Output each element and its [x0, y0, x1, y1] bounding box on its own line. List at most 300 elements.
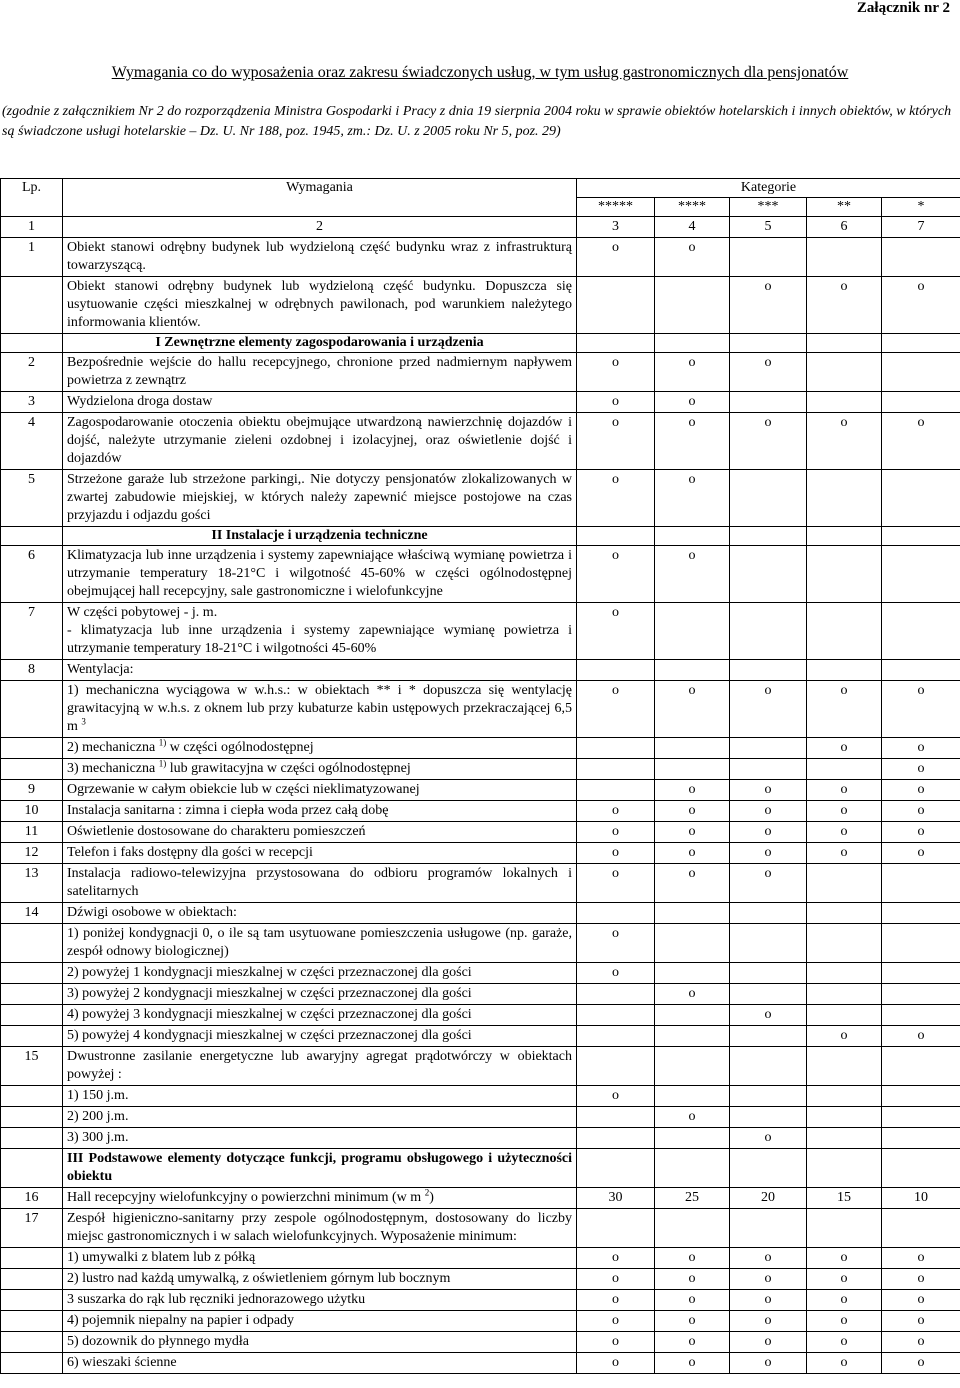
requirement-text: Klimatyzacja lub inne urządzenia i systemy zapewniające właściwą wymianę powietrza i utrzymanie temperatury 18-21°C i wilgotność 45-60% w części ogólnodostępnej obejmującej hall recepcyjny, sale gastronomiczne i wielofunkcyjne [63, 546, 577, 603]
category-mark [730, 527, 807, 546]
category-mark: o [730, 864, 807, 903]
table-row [1, 822, 960, 843]
row-number: 7 [1, 603, 63, 660]
requirement-text: Dwustronne zasilanie energetyczne lub awaryjny agregat prądotwórczy w obiektach powyżej : [63, 1047, 577, 1086]
category-mark [807, 984, 882, 1005]
row-number [1, 738, 63, 759]
category-mark: o [807, 843, 882, 864]
category-mark: o [577, 924, 655, 963]
category-mark: o [655, 1311, 730, 1332]
category-mark [882, 903, 960, 924]
requirement-text: Obiekt stanowi odrębny budynek lub wydzieloną część budynku. Dopuszcza się usytuowanie części mieszkalnej w odrębnych pawilonach, pod warunkiem należytego informowania klientów. [63, 277, 577, 334]
row-number: 11 [1, 822, 63, 843]
requirement-text: Zespół higieniczno-sanitarny przy zespole ogólnodostępnym, dostosowany do liczby miejsc gastronomicznych i w salach wielofunkcyjnych. Wyposażenie minimum: [63, 1209, 577, 1248]
category-mark [882, 603, 960, 660]
category-mark: o [577, 413, 655, 470]
row-number: 6 [1, 546, 63, 603]
category-mark [730, 984, 807, 1005]
requirement-text: 4) powyżej 3 kondygnacji mieszkalnej w części przeznaczonej dla gości [63, 1005, 577, 1026]
category-mark: o [655, 864, 730, 903]
table-row [1, 546, 960, 603]
category-mark [807, 238, 882, 277]
row-number [1, 277, 63, 334]
requirement-text: 5) powyżej 4 kondygnacji mieszkalnej w części przeznaczonej dla gości [63, 1026, 577, 1047]
category-mark [577, 1209, 655, 1248]
table-row [1, 603, 960, 660]
category-mark: 15 [807, 1188, 882, 1209]
category-mark [882, 1047, 960, 1086]
category-mark: o [655, 1290, 730, 1311]
requirements-table [0, 178, 960, 1374]
column-number-4: 4 [655, 217, 730, 238]
requirement-text: Wentylacja: [63, 660, 577, 681]
stars-cell-1: ***** [577, 198, 655, 217]
table-row [1, 1269, 960, 1290]
table-row [1, 1047, 960, 1086]
category-mark [807, 660, 882, 681]
requirement-text: 1) 150 j.m. [63, 1086, 577, 1107]
category-mark: o [655, 843, 730, 864]
row-number: 1 [1, 238, 63, 277]
row-number: 13 [1, 864, 63, 903]
requirement-text: Ogrzewanie w całym obiekcie lub w części nieklimatyzowanej [63, 780, 577, 801]
category-mark: o [577, 864, 655, 903]
category-mark [730, 1086, 807, 1107]
row-number: 12 [1, 843, 63, 864]
category-mark: o [655, 1107, 730, 1128]
category-mark [730, 903, 807, 924]
category-mark [655, 1149, 730, 1188]
category-mark: o [882, 780, 960, 801]
requirement-text: 1) mechaniczna wyciągowa w w.h.s.: w obiektach ** i * dopuszcza się wentylację grawitacyjną w w.h.s. z oknem lub przy kubaturze kabin ustępowych przekraczającej 6,5 m $^3$ [63, 681, 577, 738]
table-row [1, 963, 960, 984]
category-mark [577, 903, 655, 924]
category-mark [807, 1047, 882, 1086]
row-number [1, 759, 63, 780]
category-mark [577, 527, 655, 546]
row-number: 2 [1, 353, 63, 392]
category-mark [577, 1047, 655, 1086]
category-mark: o [577, 963, 655, 984]
category-mark [577, 738, 655, 759]
row-number [1, 924, 63, 963]
requirement-text: 3) powyżej 2 kondygnacji mieszkalnej w części przeznaczonej dla gości [63, 984, 577, 1005]
category-mark: o [655, 1248, 730, 1269]
stars-cell-2: **** [655, 198, 730, 217]
category-mark [577, 759, 655, 780]
category-mark [807, 963, 882, 984]
row-number [1, 1149, 63, 1188]
category-mark [882, 660, 960, 681]
table-row [1, 238, 960, 277]
requirement-text: 1) poniżej kondygnacji 0, o ile są tam usytuowane pomieszczenia usługowe (np. garaże, zespół odnowy biologicznej) [63, 924, 577, 963]
category-mark: o [577, 392, 655, 413]
requirement-text: 6) wieszaki ścienne [63, 1353, 577, 1374]
row-number: 14 [1, 903, 63, 924]
category-mark: o [577, 1248, 655, 1269]
requirement-text: 4) pojemnik niepalny na papier i odpady [63, 1311, 577, 1332]
requirements-header: Wymagania [63, 179, 577, 217]
category-mark [577, 984, 655, 1005]
section-row [1, 1149, 960, 1188]
table-row [1, 681, 960, 738]
row-number [1, 1248, 63, 1269]
category-mark [807, 1005, 882, 1026]
category-mark [655, 1209, 730, 1248]
table-row [1, 1290, 960, 1311]
requirement-text: Obiekt stanowi odrębny budynek lub wydzieloną część budynku wraz z infrastrukturą towarzyszącą. [63, 238, 577, 277]
row-number: 10 [1, 801, 63, 822]
category-mark [577, 780, 655, 801]
category-mark [577, 277, 655, 334]
category-mark: o [577, 1086, 655, 1107]
row-number [1, 1086, 63, 1107]
category-mark: o [577, 546, 655, 603]
requirement-text: Instalacja sanitarna : zimna i ciepła woda przez całą dobę [63, 801, 577, 822]
category-mark: o [882, 759, 960, 780]
annex-label: Załącznik nr 2 [856, 0, 950, 16]
category-mark: o [577, 681, 655, 738]
category-mark [807, 470, 882, 527]
requirement-text: Dźwigi osobowe w obiektach: [63, 903, 577, 924]
table-row [1, 1188, 960, 1209]
category-mark [882, 353, 960, 392]
category-mark: o [655, 392, 730, 413]
category-mark: o [807, 1353, 882, 1374]
table-row [1, 1353, 960, 1374]
category-mark: o [882, 413, 960, 470]
category-mark [807, 1086, 882, 1107]
row-number: 17 [1, 1209, 63, 1248]
column-number-2: 2 [63, 217, 577, 238]
table-row [1, 801, 960, 822]
category-mark: o [577, 1332, 655, 1353]
category-mark: o [730, 822, 807, 843]
category-mark: 25 [655, 1188, 730, 1209]
category-mark [655, 963, 730, 984]
row-number [1, 1128, 63, 1149]
column-numbers-row [1, 217, 960, 238]
category-mark: o [882, 738, 960, 759]
category-mark: o [882, 1290, 960, 1311]
section-heading: II Instalacje i urządzenia techniczne [63, 527, 577, 546]
requirement-text: 3) mechaniczna $^{1)}$ lub grawitacyjna w części ogólnodostępnej [63, 759, 577, 780]
category-mark [882, 334, 960, 353]
category-mark: o [882, 1269, 960, 1290]
category-mark: o [655, 1332, 730, 1353]
section-heading: III Podstawowe elementy dotyczące funkcji, programu obsługowego i użyteczności obiektu [63, 1149, 577, 1188]
category-mark: o [730, 1005, 807, 1026]
table-row [1, 780, 960, 801]
category-mark: o [882, 1311, 960, 1332]
category-mark: o [577, 353, 655, 392]
category-mark [882, 963, 960, 984]
category-mark: 30 [577, 1188, 655, 1209]
requirement-text: Wydzielona droga dostaw [63, 392, 577, 413]
category-mark: o [730, 1353, 807, 1374]
category-mark: o [807, 1311, 882, 1332]
requirement-text: 3 suszarka do rąk lub ręczniki jednorazowego użytku [63, 1290, 577, 1311]
column-number-1: 1 [1, 217, 63, 238]
table-row [1, 1248, 960, 1269]
category-mark: o [655, 238, 730, 277]
category-mark: 10 [882, 1188, 960, 1209]
row-number: 8 [1, 660, 63, 681]
category-mark [655, 1086, 730, 1107]
category-mark: o [730, 413, 807, 470]
category-mark [882, 1149, 960, 1188]
category-mark: o [655, 470, 730, 527]
category-mark: o [655, 546, 730, 603]
table-row [1, 984, 960, 1005]
category-mark [577, 1005, 655, 1026]
table-row [1, 413, 960, 470]
category-mark [655, 1047, 730, 1086]
category-mark: o [807, 1290, 882, 1311]
requirement-text: Hall recepcyjny wielofunkcyjny o powierzchni minimum (w m $^2$) [63, 1188, 577, 1209]
category-mark [730, 660, 807, 681]
requirement-text: 3) 300 j.m. [63, 1128, 577, 1149]
category-mark: o [577, 1269, 655, 1290]
requirement-text: Oświetlenie dostosowane do charakteru pomieszczeń [63, 822, 577, 843]
category-mark [730, 238, 807, 277]
stars-cell-4: ** [807, 198, 882, 217]
category-mark: o [655, 984, 730, 1005]
category-mark [882, 1005, 960, 1026]
category-mark [655, 527, 730, 546]
table-row [1, 759, 960, 780]
row-number [1, 1311, 63, 1332]
category-mark: o [807, 780, 882, 801]
table-row [1, 1086, 960, 1107]
category-mark [730, 1047, 807, 1086]
category-mark [882, 238, 960, 277]
category-mark: o [807, 1332, 882, 1353]
category-mark: o [577, 603, 655, 660]
category-mark: o [655, 413, 730, 470]
category-mark [807, 334, 882, 353]
category-mark: o [730, 1128, 807, 1149]
category-mark [807, 392, 882, 413]
category-mark [807, 603, 882, 660]
category-mark [730, 963, 807, 984]
category-mark: o [655, 353, 730, 392]
category-mark [577, 334, 655, 353]
category-mark [882, 392, 960, 413]
category-mark: o [577, 238, 655, 277]
section-heading: I Zewnętrzne elementy zagospodarowania i urządzenia [63, 334, 577, 353]
category-mark [730, 738, 807, 759]
category-mark: o [730, 780, 807, 801]
row-number [1, 963, 63, 984]
row-number [1, 1290, 63, 1311]
category-mark: o [807, 1248, 882, 1269]
requirement-text: Telefon i faks dostępny dla gości w recepcji [63, 843, 577, 864]
category-mark [655, 903, 730, 924]
category-mark [577, 1026, 655, 1047]
category-mark [807, 1209, 882, 1248]
category-mark: o [807, 1269, 882, 1290]
row-number [1, 1026, 63, 1047]
category-mark [730, 1107, 807, 1128]
categories-header: Kategorie [577, 179, 960, 198]
table-row [1, 353, 960, 392]
category-mark [807, 924, 882, 963]
category-mark [655, 1005, 730, 1026]
row-number: 15 [1, 1047, 63, 1086]
category-mark [730, 392, 807, 413]
row-number: 16 [1, 1188, 63, 1209]
category-mark: o [807, 801, 882, 822]
category-mark [807, 1128, 882, 1149]
category-mark: o [730, 1311, 807, 1332]
column-number-7: 7 [882, 217, 960, 238]
category-mark: o [882, 1248, 960, 1269]
section-row [1, 527, 960, 546]
category-mark [730, 603, 807, 660]
row-number: 5 [1, 470, 63, 527]
column-number-5: 5 [730, 217, 807, 238]
category-mark: o [655, 1353, 730, 1374]
category-mark: o [655, 681, 730, 738]
table-row [1, 1026, 960, 1047]
category-mark [730, 1149, 807, 1188]
row-number: 3 [1, 392, 63, 413]
lp-header: Lp. [1, 179, 63, 217]
category-mark: o [730, 1332, 807, 1353]
row-number [1, 1353, 63, 1374]
table-row [1, 277, 960, 334]
category-mark [730, 546, 807, 603]
legal-basis-note: (zgodnie z załącznikiem Nr 2 do rozporządzenia Ministra Gospodarki i Pracy z dnia 19 sierpnia 2004 roku w sprawie obiektów hotelarskich i innych obiektów, w których są świadczone usługi hotelarskie – Dz. U. Nr 188, poz. 1945, zm.: Dz. U. z 2005 roku Nr 5, poz. 29) [2, 104, 952, 139]
table-row [1, 1107, 960, 1128]
category-mark [655, 738, 730, 759]
category-mark [655, 660, 730, 681]
category-mark: o [807, 822, 882, 843]
table-row [1, 924, 960, 963]
category-mark [807, 546, 882, 603]
category-mark [730, 924, 807, 963]
category-mark: o [882, 1332, 960, 1353]
category-mark [807, 1107, 882, 1128]
category-mark: o [577, 801, 655, 822]
category-mark: o [807, 738, 882, 759]
category-mark [655, 334, 730, 353]
category-mark: o [655, 780, 730, 801]
section-row [1, 334, 960, 353]
requirement-text: 1) umywalki z blatem lub z półką [63, 1248, 577, 1269]
requirement-text: Bezpośrednie wejście do hallu recepcyjnego, chronione przed nadmiernym napływem powietrza z zewnątrz [63, 353, 577, 392]
category-mark [882, 1086, 960, 1107]
category-mark: o [577, 470, 655, 527]
table-row [1, 738, 960, 759]
category-mark [730, 759, 807, 780]
row-number: 9 [1, 780, 63, 801]
category-mark: o [577, 822, 655, 843]
category-mark [882, 1209, 960, 1248]
category-mark [807, 1149, 882, 1188]
header-row [1, 179, 960, 198]
category-mark: o [807, 681, 882, 738]
category-mark [655, 1026, 730, 1047]
category-mark: 20 [730, 1188, 807, 1209]
requirement-text: 2) mechaniczna $^{1)}$ w części ogólnodostępnej [63, 738, 577, 759]
requirement-text: 5) dozownik do płynnego mydła [63, 1332, 577, 1353]
category-mark: o [730, 681, 807, 738]
category-mark: o [577, 1353, 655, 1374]
category-mark [655, 759, 730, 780]
category-mark: o [730, 1248, 807, 1269]
category-mark: o [577, 1311, 655, 1332]
category-mark: o [882, 1026, 960, 1047]
requirement-text: 2) 200 j.m. [63, 1107, 577, 1128]
requirement-text: Strzeżone garaże lub strzeżone parkingi,. Nie dotyczy pensjonatów zlokalizowanych w zwartej zabudowie miejskiej, w których należy zapewnić miejsce postojowe na czas przyjazdu i odjazdu gości [63, 470, 577, 527]
category-mark [655, 603, 730, 660]
category-mark: o [882, 277, 960, 334]
requirement-text: 2) lustro nad każdą umywalką, z oświetleniem górnym lub bocznym [63, 1269, 577, 1290]
category-mark [807, 864, 882, 903]
category-mark [577, 1128, 655, 1149]
category-mark [655, 1128, 730, 1149]
category-mark: o [807, 1026, 882, 1047]
row-number [1, 1107, 63, 1128]
category-mark [655, 277, 730, 334]
category-mark [882, 470, 960, 527]
column-number-3: 3 [577, 217, 655, 238]
row-number [1, 334, 63, 353]
category-mark [807, 527, 882, 546]
requirement-text: Instalacja radiowo-telewizyjna przystosowana do odbioru programów lokalnych i satelitarnych [63, 864, 577, 903]
category-mark: o [882, 843, 960, 864]
category-mark: o [577, 843, 655, 864]
category-mark [577, 660, 655, 681]
table-row [1, 1209, 960, 1248]
document-title: Wymagania co do wyposażenia oraz zakresu świadczonych usług, w tym usług gastronomicznych dla pensjonatów [111, 64, 849, 81]
requirement-text: W części pobytowej - j. m. - klimatyzacja lub inne urządzenia i systemy zapewniające wymianę powietrza i utrzymanie temperatury 18-21°C i wilgotności 45-60% [63, 603, 577, 660]
category-mark [655, 924, 730, 963]
category-mark: o [807, 413, 882, 470]
category-mark: o [655, 1269, 730, 1290]
row-number [1, 1332, 63, 1353]
table-row [1, 660, 960, 681]
category-mark: o [730, 1269, 807, 1290]
category-mark: o [655, 801, 730, 822]
category-mark [882, 1128, 960, 1149]
table-row [1, 1128, 960, 1149]
table-row [1, 903, 960, 924]
category-mark: o [730, 277, 807, 334]
category-mark [577, 1149, 655, 1188]
table-row [1, 392, 960, 413]
category-mark [807, 903, 882, 924]
row-number: 4 [1, 413, 63, 470]
table-row [1, 1311, 960, 1332]
category-mark [730, 1026, 807, 1047]
row-number [1, 984, 63, 1005]
category-mark: o [882, 822, 960, 843]
category-mark [577, 1107, 655, 1128]
table-row [1, 470, 960, 527]
column-number-6: 6 [807, 217, 882, 238]
category-mark [730, 470, 807, 527]
category-mark [882, 1107, 960, 1128]
table-row [1, 1332, 960, 1353]
requirement-text: 2) powyżej 1 kondygnacji mieszkalnej w części przeznaczonej dla gości [63, 963, 577, 984]
category-mark: o [807, 277, 882, 334]
row-number [1, 681, 63, 738]
category-mark [730, 334, 807, 353]
category-mark: o [730, 353, 807, 392]
